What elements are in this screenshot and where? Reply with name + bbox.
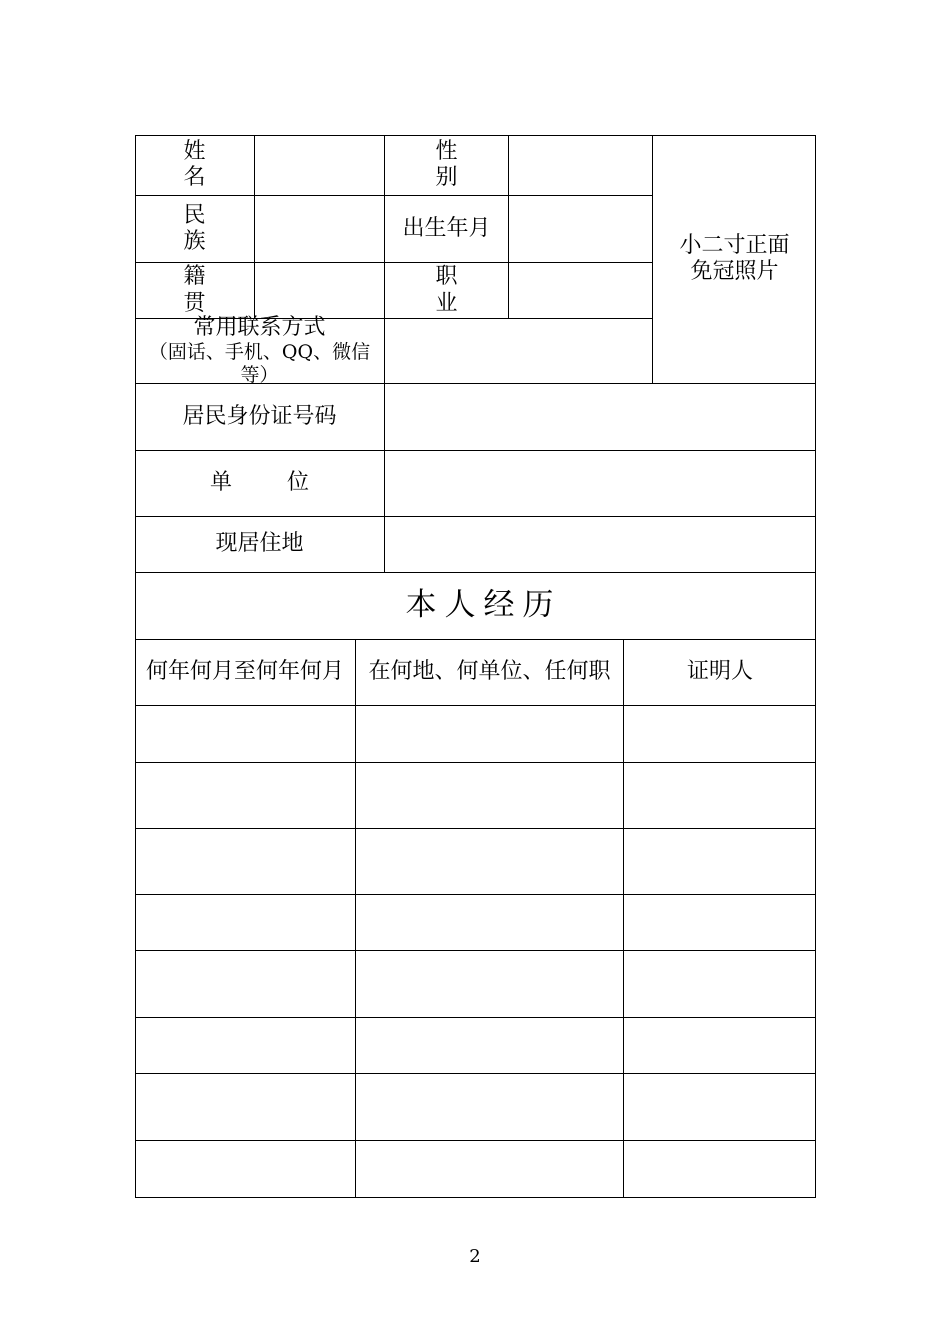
id-number-label xyxy=(135,384,384,450)
experience-witness-cell[interactable] xyxy=(624,1074,816,1140)
experience-place-cell[interactable] xyxy=(356,951,623,1017)
native-place-label-text: 籍 贯 xyxy=(183,264,230,316)
experience-place-cell[interactable] xyxy=(356,706,623,762)
page-number: 2 xyxy=(469,1246,481,1267)
native-place-field[interactable] xyxy=(255,263,384,318)
experience-witness-cell[interactable] xyxy=(624,829,816,894)
gender-field[interactable] xyxy=(509,135,652,195)
id-number-field[interactable] xyxy=(385,384,816,450)
experience-period-cell[interactable] xyxy=(135,1074,355,1140)
experience-period-cell[interactable] xyxy=(135,1141,355,1197)
column-header-witness-text: 证明人 xyxy=(686,659,753,685)
occupation-field[interactable] xyxy=(509,263,652,318)
experience-period-cell[interactable] xyxy=(135,951,355,1017)
ethnicity-label xyxy=(135,196,254,262)
column-header-witness xyxy=(624,640,816,705)
native-place-label xyxy=(135,263,254,318)
experience-witness-cell[interactable] xyxy=(624,895,816,950)
photo-placeholder xyxy=(653,135,816,383)
residence-label-text: 现居住地 xyxy=(215,531,304,557)
experience-witness-cell[interactable] xyxy=(624,706,816,762)
residence-field[interactable] xyxy=(385,517,816,572)
birth-label xyxy=(385,196,508,262)
experience-title xyxy=(135,573,824,639)
column-header-period xyxy=(135,640,355,705)
experience-place-cell[interactable] xyxy=(356,763,623,828)
name-label xyxy=(135,135,254,195)
gender-label-text: 性 别 xyxy=(435,138,482,190)
employer-field[interactable] xyxy=(385,451,816,516)
experience-witness-cell[interactable] xyxy=(624,1141,816,1197)
experience-witness-cell[interactable] xyxy=(624,951,816,1017)
residence-label xyxy=(135,517,384,572)
photo-line-1: 小二寸正面 xyxy=(679,233,790,258)
contact-label-line2: （固话、手机、QQ、微信等） xyxy=(148,341,371,387)
birth-field[interactable] xyxy=(509,196,652,262)
ethnicity-label-text: 民 族 xyxy=(183,202,230,254)
experience-period-cell[interactable] xyxy=(135,1018,355,1073)
experience-place-cell[interactable] xyxy=(356,895,623,950)
experience-period-cell[interactable] xyxy=(135,763,355,828)
experience-period-cell[interactable] xyxy=(135,895,355,950)
column-header-place-position-text: 在何地、何单位、任何职 xyxy=(368,659,611,685)
experience-period-cell[interactable] xyxy=(135,706,355,762)
column-header-place-position xyxy=(356,640,623,705)
experience-place-cell[interactable] xyxy=(356,1074,623,1140)
contact-label xyxy=(135,315,384,387)
column-header-period-text: 何年何月至何年何月 xyxy=(145,659,344,685)
gender-label xyxy=(385,135,508,195)
experience-period-cell[interactable] xyxy=(135,829,355,894)
birth-label-text: 出生年月 xyxy=(402,215,491,241)
name-label-text: 姓 名 xyxy=(183,138,230,190)
employer-label-text: 单 位 xyxy=(210,470,333,496)
experience-witness-cell[interactable] xyxy=(624,763,816,828)
photo-line-2: 免冠照片 xyxy=(690,259,779,284)
id-number-label-text: 居民身份证号码 xyxy=(182,403,337,429)
experience-title-text: 本人经历 xyxy=(405,587,562,624)
experience-place-cell[interactable] xyxy=(356,1141,623,1197)
experience-witness-cell[interactable] xyxy=(624,1018,816,1073)
ethnicity-field[interactable] xyxy=(255,196,384,262)
experience-place-cell[interactable] xyxy=(356,829,623,894)
occupation-label xyxy=(385,263,508,318)
experience-place-cell[interactable] xyxy=(356,1018,623,1073)
name-field[interactable] xyxy=(255,135,384,195)
contact-label-line1: 常用联系方式 xyxy=(193,315,326,341)
contact-field[interactable] xyxy=(385,319,652,383)
employer-label xyxy=(135,451,384,516)
occupation-label-text: 职 业 xyxy=(435,264,482,316)
